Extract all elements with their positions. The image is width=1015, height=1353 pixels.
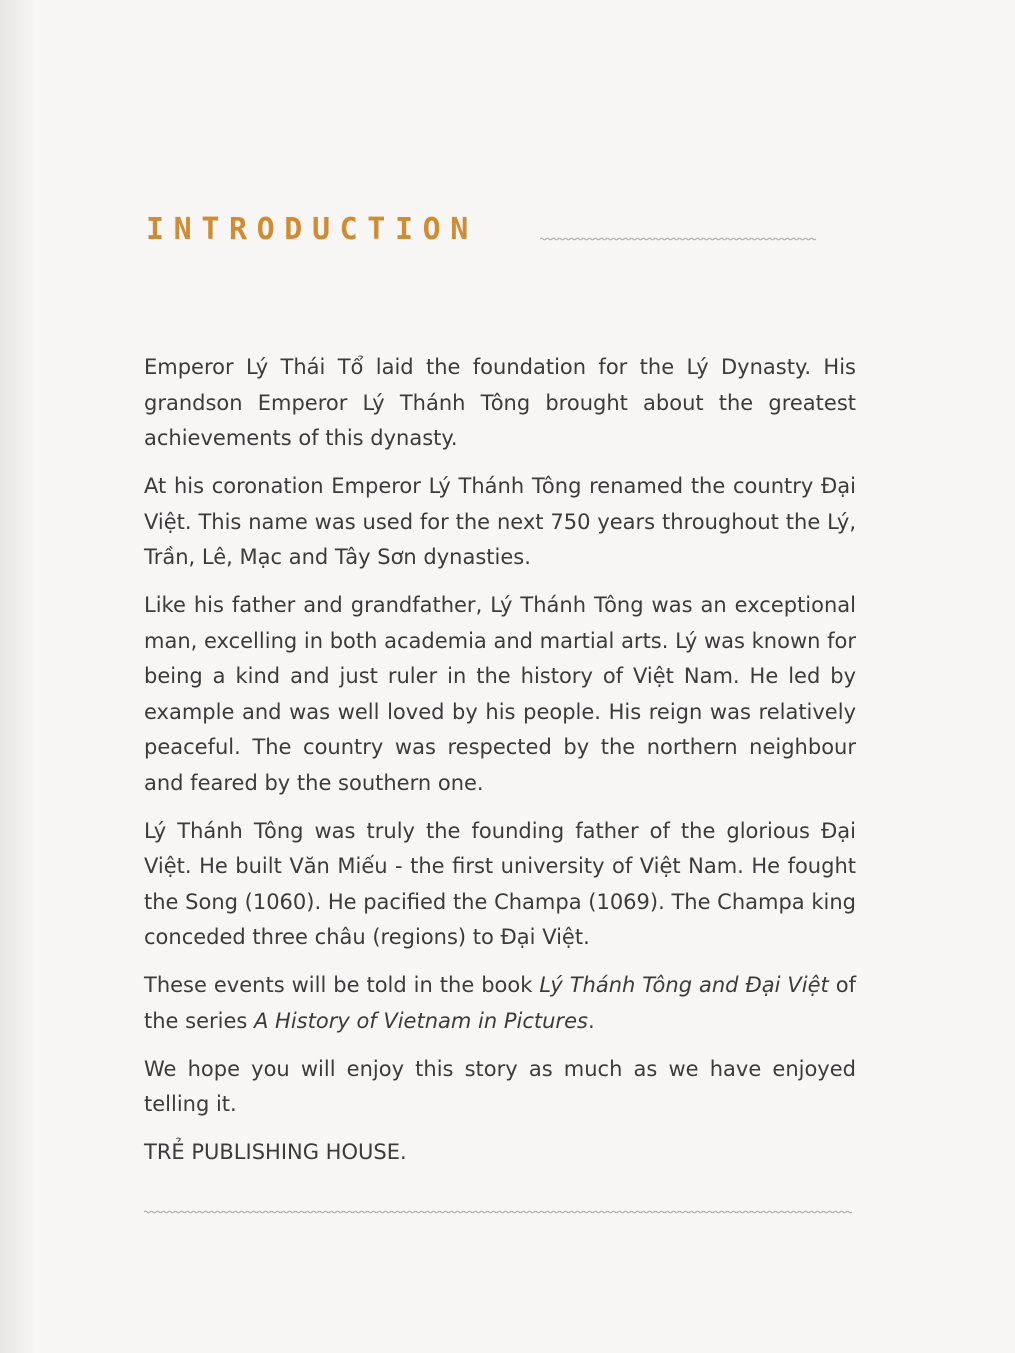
introduction-body xyxy=(144,350,856,1183)
paragraph-4: Lý Thánh Tông was truly the founding father of the glorious Đại Việt. He built Văn Miếu - the first university of Việt Nam. He fought the Song (1060). He pacified the Champa (1069). The Champa king conceded three châu (regions) to Đại Việt. xyxy=(144,818,856,949)
paragraph-6: We hope you will enjoy this story as much as we have enjoyed telling it. xyxy=(144,1056,856,1116)
paragraph-5 xyxy=(144,968,856,1039)
page-title: INTRODUCTION xyxy=(146,212,478,247)
paragraph-1: Emperor Lý Thái Tổ laid the foundation for the Lý Dynasty. His grandson Emperor Lý Thánh Tông brought about the greatest achievements of this dynasty. xyxy=(144,355,856,450)
series-title: A History of Vietnam in Pictures xyxy=(254,1008,588,1033)
paragraph-5-prefix: These events will be told in the book xyxy=(144,973,540,997)
wave-divider-bottom xyxy=(144,1207,852,1217)
wave-divider-top xyxy=(540,234,816,244)
paragraph-3: Like his father and grandfather, Lý Thánh Tông was an exceptional man, excelling in both academia and martial arts. Lý was known for being a kind and just ruler in the history of Việt Nam. He led by example and was well loved by his people. His reign was relatively peaceful. The country was respected by the northern neighbour and feared by the southern one. xyxy=(144,593,856,795)
page-gutter-shadow xyxy=(0,0,36,1353)
paragraph-2: At his coronation Emperor Lý Thánh Tông renamed the country Đại Việt. This name was used for the next 750 years throughout the Lý, Trần, Lê, Mạc and Tây Sơn dynasties. xyxy=(144,474,856,569)
paragraph-5-middle: of the series xyxy=(144,973,856,1033)
heading-row xyxy=(146,208,826,252)
paragraph-5-suffix: . xyxy=(587,1008,595,1033)
book-title: Lý Thánh Tông and Đại Việt xyxy=(539,973,829,997)
publisher-signature: TRẺ PUBLISHING HOUSE. xyxy=(144,1140,407,1164)
